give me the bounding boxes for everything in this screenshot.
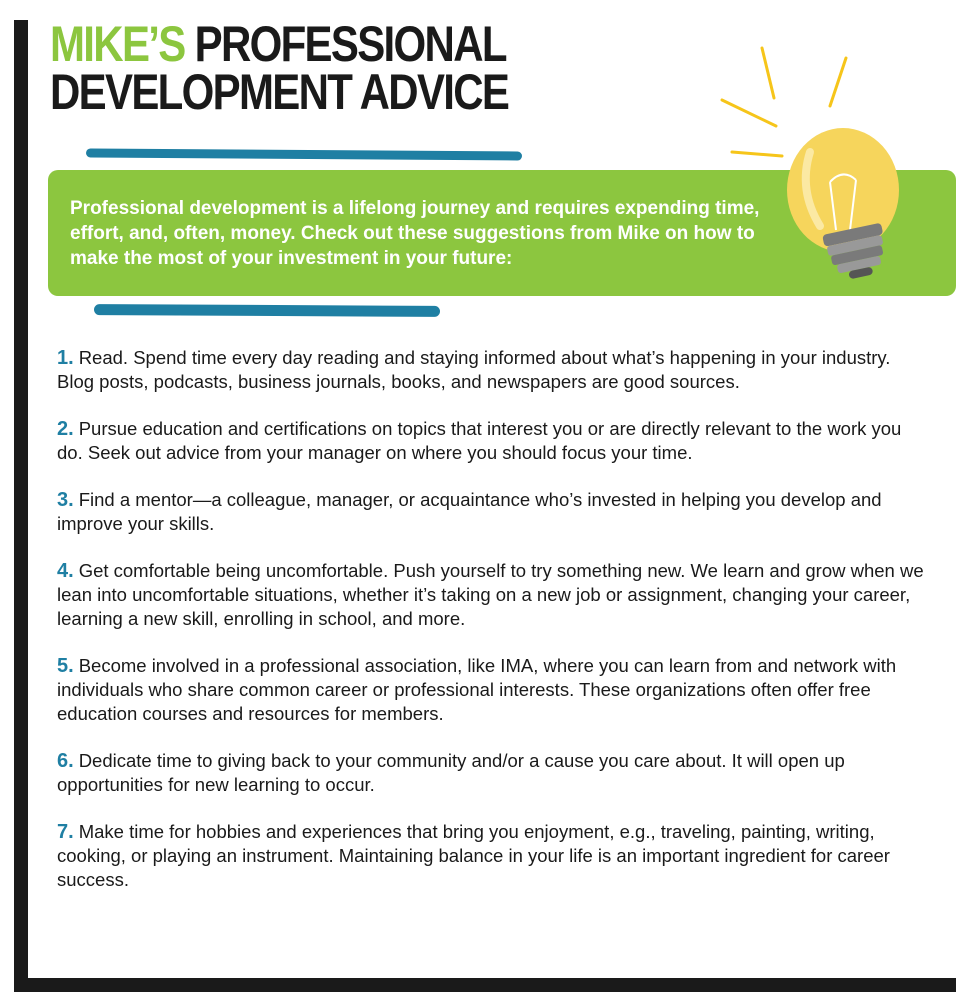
list-item — [57, 749, 927, 797]
list-item-text: Become involved in a professional association, like IMA, where you can learn from and network with individuals who share common career or professional interests. These organizations often offer free education courses and resources for members. — [57, 655, 897, 724]
list-item-number: 7. — [57, 821, 74, 843]
list-item — [57, 559, 927, 631]
decorative-stroke-top — [86, 148, 522, 160]
list-item-number: 3. — [57, 489, 74, 511]
list-item-number: 4. — [57, 560, 74, 582]
decorative-stroke-bottom — [94, 304, 440, 317]
list-item — [57, 417, 927, 465]
list-item — [57, 488, 927, 536]
left-border — [14, 20, 28, 992]
list-item-text: Read. Spend time every day reading and staying informed about what’s happening in your industry. Blog posts, podcasts, business journals, books, and newspapers are good sources. — [57, 347, 891, 392]
list-item-number: 6. — [57, 750, 74, 772]
list-item — [57, 346, 927, 394]
intro-text: Professional development is a lifelong journey and requires expending time, effort, and, often, money. Check out these suggestions from Mike on how to make the most of your investment in your future: — [70, 198, 760, 269]
list-item-text: Pursue education and certifications on topics that interest you or are directly relevant to the work you do. Seek out advice from your manager on where you should focus your time. — [57, 418, 902, 463]
title-line2: DEVELOPMENT ADVICE — [50, 64, 509, 120]
list-item — [57, 820, 927, 892]
title-accent: MIKE’S — [50, 16, 185, 72]
list-item-text: Get comfortable being uncomfortable. Push yourself to try something new. We learn and grow when we lean into uncomfortable situations, whether it’s taking on a new job or assignment, changing your career, learning a new skill, enrolling in school, and more. — [57, 560, 924, 629]
title-line1-rest: PROFESSIONAL — [194, 16, 506, 72]
lightbulb-icon — [718, 40, 938, 280]
page-title — [50, 16, 509, 120]
list-item-number: 2. — [57, 418, 74, 440]
list-item-number: 5. — [57, 655, 74, 677]
list-item-text: Dedicate time to giving back to your community and/or a cause you care about. It will open up opportunities for new learning to occur. — [57, 750, 845, 795]
list-item — [57, 654, 927, 726]
list-item-text: Make time for hobbies and experiences that bring you enjoyment, e.g., traveling, painting, writing, cooking, or playing an instrument. Maintaining balance in your life is an important ingredient for career success. — [57, 821, 890, 890]
bottom-border — [14, 978, 956, 992]
list-item-text: Find a mentor—a colleague, manager, or acquaintance who’s invested in helping you develop and improve your skills. — [57, 489, 882, 534]
list-item-number: 1. — [57, 347, 74, 369]
tips-list — [57, 346, 927, 915]
